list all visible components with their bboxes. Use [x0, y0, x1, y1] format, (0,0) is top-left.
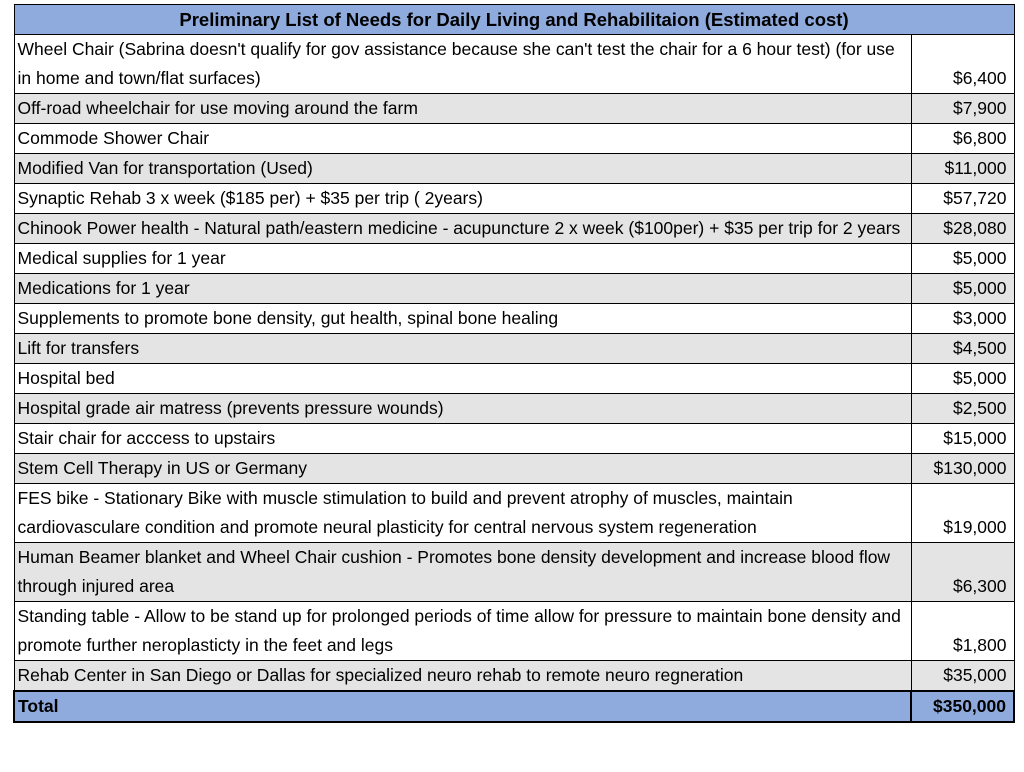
cost-cell: $35,000	[911, 661, 1014, 692]
item-cell: Medications for 1 year	[14, 274, 911, 304]
table-row	[14, 661, 1014, 692]
table-row	[14, 602, 1014, 661]
item-cell: Hospital grade air matress (prevents pressure wounds)	[14, 394, 911, 424]
table-row	[14, 334, 1014, 364]
cost-cell: $4,500	[911, 334, 1014, 364]
item-cell: Human Beamer blanket and Wheel Chair cushion - Promotes bone density development and increase blood flow through injured area	[14, 543, 911, 602]
table-row	[14, 394, 1014, 424]
total-label: Total	[14, 691, 911, 722]
cost-cell: $6,300	[911, 543, 1014, 602]
item-cell: Wheel Chair (Sabrina doesn't qualify for gov assistance because she can't test the chair for a 6 hour test) (for use in home and town/flat surfaces)	[14, 35, 911, 94]
table-row	[14, 94, 1014, 124]
table-row	[14, 543, 1014, 602]
cost-cell: $3,000	[911, 304, 1014, 334]
cost-cell: $15,000	[911, 424, 1014, 454]
cost-cell: $6,400	[911, 35, 1014, 94]
item-cell: Synaptic Rehab 3 x week ($185 per) + $35 per trip ( 2years)	[14, 184, 911, 214]
cost-cell: $5,000	[911, 244, 1014, 274]
cost-cell: $7,900	[911, 94, 1014, 124]
cost-cell: $11,000	[911, 154, 1014, 184]
table-row	[14, 304, 1014, 334]
table-row	[14, 214, 1014, 244]
table-row	[14, 364, 1014, 394]
cost-cell: $2,500	[911, 394, 1014, 424]
item-cell: Medical supplies for 1 year	[14, 244, 911, 274]
table-row	[14, 124, 1014, 154]
item-cell: Stem Cell Therapy in US or Germany	[14, 454, 911, 484]
cost-cell: $5,000	[911, 274, 1014, 304]
cost-cell: $28,080	[911, 214, 1014, 244]
total-cost: $350,000	[911, 691, 1014, 722]
table-title: Preliminary List of Needs for Daily Living and Rehabilitaion (Estimated cost)	[14, 5, 1014, 35]
table-row	[14, 424, 1014, 454]
item-cell: FES bike - Stationary Bike with muscle stimulation to build and prevent atrophy of muscles, maintain cardiovasculare condition and promote neural plasticity for central nervous system regeneration	[14, 484, 911, 543]
table-row	[14, 154, 1014, 184]
item-cell: Rehab Center in San Diego or Dallas for specialized neuro rehab to remote neuro regneration	[14, 661, 911, 692]
cost-cell: $5,000	[911, 364, 1014, 394]
table-row	[14, 244, 1014, 274]
table-row	[14, 184, 1014, 214]
item-cell: Hospital bed	[14, 364, 911, 394]
item-cell: Standing table - Allow to be stand up for prolonged periods of time allow for pressure to maintain bone density and promote further neroplasticty in the feet and legs	[14, 602, 911, 661]
item-cell: Stair chair for acccess to upstairs	[14, 424, 911, 454]
cost-cell: $6,800	[911, 124, 1014, 154]
item-cell: Commode Shower Chair	[14, 124, 911, 154]
table-row	[14, 35, 1014, 94]
table-row	[14, 274, 1014, 304]
item-cell: Lift for transfers	[14, 334, 911, 364]
item-cell: Chinook Power health - Natural path/eastern medicine - acupuncture 2 x week ($100per) + $35 per trip for 2 years	[14, 214, 911, 244]
cost-cell: $130,000	[911, 454, 1014, 484]
cost-cell: $57,720	[911, 184, 1014, 214]
cost-cell: $19,000	[911, 484, 1014, 543]
total-row	[14, 691, 1014, 722]
needs-cost-sheet	[13, 4, 1013, 723]
table-row	[14, 484, 1014, 543]
item-cell: Modified Van for transportation (Used)	[14, 154, 911, 184]
table-row	[14, 454, 1014, 484]
item-cell: Supplements to promote bone density, gut health, spinal bone healing	[14, 304, 911, 334]
needs-cost-table	[13, 4, 1015, 723]
cost-cell: $1,800	[911, 602, 1014, 661]
item-cell: Off-road wheelchair for use moving around the farm	[14, 94, 911, 124]
